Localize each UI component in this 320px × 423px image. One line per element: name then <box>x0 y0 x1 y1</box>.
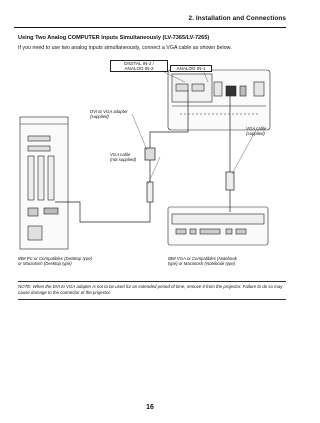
port-label-digital-analog-in-2 <box>110 60 168 72</box>
dvi-adapter-line2: (supplied) <box>90 114 109 119</box>
notebook-label <box>168 256 237 266</box>
note-text: NOTE: When the DVI to VGA adapter is not to be used for an extended period of time, remove it from the projector. Failure to do so may cause damage to the connector of the projector. <box>18 284 283 295</box>
dvi-adapter-line1: DVI to VGA adapter <box>90 109 128 114</box>
desktop-pc-illustration <box>20 117 68 249</box>
connection-diagram <box>0 52 300 302</box>
page-heading: Using Two Analog COMPUTER Inputs Simultaneously (LV-7365/LV-7265) <box>18 35 210 41</box>
vga-not-supplied-line2: (not supplied) <box>110 157 137 162</box>
section-title: 2. Installation and Connections <box>188 15 286 22</box>
notebook-line1: IBM VGA or Compatibles (Notebook <box>168 256 237 261</box>
intro-text: If you need to use two analog inputs simultaneously, connect a VGA cable as shown below. <box>18 45 232 51</box>
notebook-illustration <box>168 207 268 245</box>
port-label-analog-in-1 <box>170 65 212 72</box>
projector-illustration <box>168 70 270 130</box>
page-number: 16 <box>146 404 154 411</box>
vga-not-supplied-line1: VGA cable <box>110 152 131 157</box>
port-label-analog-line: ANALOG IN-1 <box>176 66 206 71</box>
port-label-digital-line2: ANALOG IN-2 <box>124 66 154 71</box>
vga-cable-supplied-label <box>246 126 266 136</box>
notebook-line2: type) or Macintosh (Notebook type) <box>168 261 236 266</box>
vga-cable-not-supplied-label <box>110 152 136 162</box>
dvi-adapter-label <box>90 109 128 119</box>
desktop-pc-label <box>18 256 92 266</box>
desktop-line2: or Macintosh (Desktop type) <box>18 261 72 266</box>
vga-supplied-line2: (supplied) <box>246 131 265 136</box>
port-label-digital-line1: DIGITAL IN-2 / <box>124 61 154 66</box>
desktop-line1: IBM PC or Compatibles (Desktop type) <box>18 256 93 261</box>
note-top-rule <box>18 281 286 282</box>
note-bottom-rule <box>18 299 286 300</box>
header-rule <box>14 27 286 28</box>
vga-supplied-line1: VGA cable <box>246 126 267 131</box>
